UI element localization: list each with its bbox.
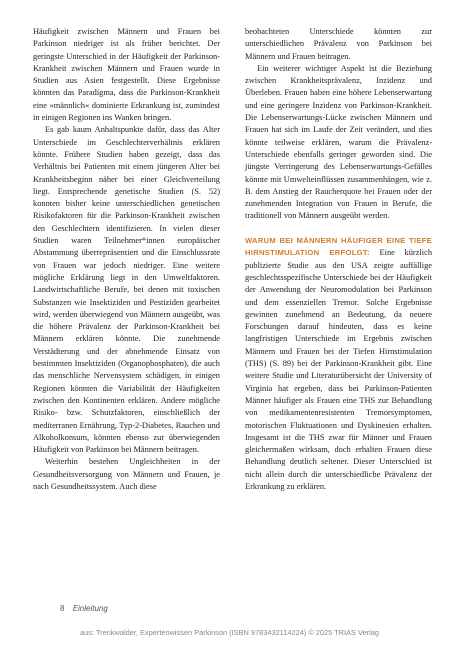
paragraph: beobachteten Unterschiede könnten zur unterschiedlichen Prävalenz von Parkinson bei Männern und Frauen beitragen. xyxy=(245,27,432,61)
section-text: Eine kürzlich publizierte Studie aus den USA zeigte auffällige geschlechtsspezifische Unterschiede bei der Häufigkeit der Anwendung der Neuromodulation bei Parkinson und dem essenziellen Tremor. Solche Ergebnisse gewinnen zunehmend an Bedeutung, da neuere Forschungen darauf hindeuten, dass es keine langfristigen Unterschiede im Ergebnis zwischen Männern und Frauen bei der Tiefen Hirnstimulation (THS) (S. 89) bei der Parkinson-Krankheit gibt. Eine weitere Studie und Literaturübersicht der University of Virginia hat ergeben, dass bei Parkinson-Patienten Männer häufiger als Frauen eine THS zur Behandlung von medikamentenresistenten Tremorsymptomen, motorischen Fluktuationen und Dyskinesien erhalten. Insgesamt ist die THS zwar für Männer und Frauen gleichermaßen wirksam, doch erhalten Frauen diese Behandlung deutlich seltener. Dieser Unterschied ist nicht allein durch die unterschiedliche Prävalenz der Erkrankung zu erklären. xyxy=(245,248,433,491)
left-text-column xyxy=(33,26,220,493)
paragraph: Häufigkeit zwischen Männern und Frauen bei Parkinson niedriger ist als früher berichtet. Der geringste Unterschied in der Häufigkeit der Parkinson-Krankheit zwischen Männern und Frauen wurde in Studien aus Asien festgestellt. Diese Ergebnisse könnten das Paradigma, dass die Parkinson-Krankheit eine »männlich« dominierte Erkrankung ist, zumindest in einigen Regionen ins Wanken bringen. xyxy=(33,27,220,123)
right-text-column xyxy=(245,26,432,493)
source-citation: aus: Trenkwalder, Expertenwissen Parkinson (ISBN 9783432114224) © 2025 TRIAS Verlag xyxy=(80,628,379,637)
paragraph: Es gab kaum Anhaltspunkte dafür, dass das Alter Unterschiede im Geschlechterverhältnis erklären könnte. Frühere Studien haben gezeigt, dass das Verhältnis bei Patienten mit einem jüngeren Alter bei Krankheitsbeginn näher bei einer Gleichverteilung liegt. Entsprechende genetische Studien (S. 52) konnten bisher keine unterschiedlichen genetischen Risikofaktoren für die Parkinson-Krankheit zwischen den Geschlechtern identifizieren. In vielen dieser Studien waren Teilnehmer*innen europäischer Abstammung überrepräsentiert und die Einschlussrate von Frauen war jedoch niedriger. Eine weitere mögliche Erklärung liegt in den Umweltfaktoren. Landwirtschaftliche Berufe, bei denen mit toxischen Substanzen wie Insektiziden und Pestiziden gearbeitet wird, werden überwiegend von Männern ausgeübt, was die höhere Prävalenz der Parkinson-Krankheit bei Männern erklären könnte. Die zunehmende Verstädterung und der abnehmende Einsatz von bestimmten Insektiziden (Organophosphaten), die auch das menschliche Nervensystem schädigen, in einigen Regionen könnten die Variabilität der Häufigkeiten zwischen den Kontinenten erklären. Andere mögliche Risiko- bzw. Schutzfaktoren, einschließlich der mediterranen Ernährung, Typ-2-Diabetes, Rauchen und Alkoholkonsum, könnten ebenso zur überwiegenden Häufigkeit von Parkinson bei Männern beitragen. xyxy=(33,125,220,455)
paragraph: Ein weiterer wichtiger Aspekt ist die Beziehung zwischen Krankheitsprävalenz, Inzidenz und Überleben. Frauen haben eine höhere Lebenserwartung und eine geringere Inzidenz von Parkinson-Krankheit. Die Lebenserwartungs-Lücke zwischen Männern und Frauen hat sich im Laufe der Zeit verändert, und dies könnte teilweise erklären, warum die Prävalenz-Unterschiede ebenfalls geringer geworden sind. Die jüngste Verringerung des Lebenserwartungs-Gefälles könnte mit Umwelteinflüssen zusammenhängen, wie z. B. dem Anstieg der Raucherquote bei Frauen oder der zunehmenden Integration von Frauen in Berufe, die traditionell von Männern ausgeübt werden. xyxy=(245,63,432,221)
chapter-title: Einleitung xyxy=(72,604,108,613)
section-heading: WARUM BEI MÄNNERN HÄUFIGER EINE TIEFE HIRNSTIMULATION ERFOLGT: xyxy=(245,236,432,258)
page-number: 8 xyxy=(60,604,65,613)
section-paragraph xyxy=(245,235,432,493)
paragraph: Weiterhin bestehen Ungleichheiten in der Gesundheitsversorgung von Männern und Frauen, je nach Gesundheitssystem. Auch diese xyxy=(33,457,220,491)
page-footer xyxy=(60,604,108,613)
